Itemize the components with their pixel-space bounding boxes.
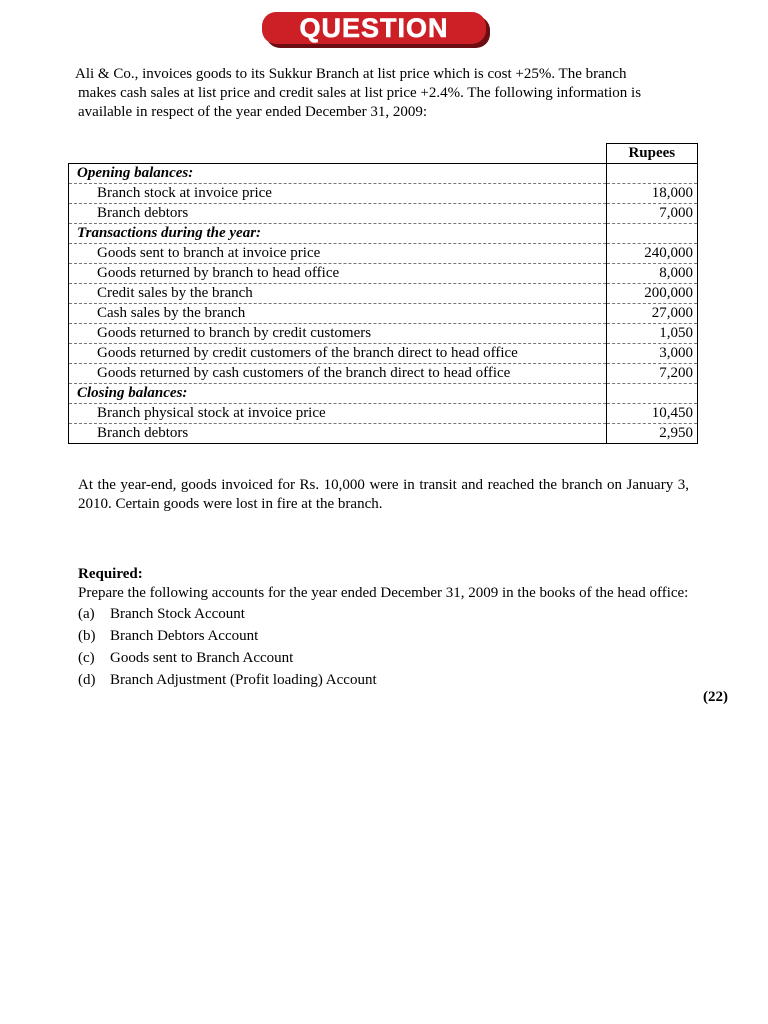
list-item-label: (c): [78, 650, 95, 666]
table-row: [69, 244, 698, 264]
table-row: [69, 304, 698, 324]
list-item-text: Goods sent to Branch Account: [110, 650, 294, 666]
amount-cell: [606, 224, 697, 244]
required-section: [78, 565, 689, 691]
amount-cell: 2,950: [606, 424, 697, 444]
branch-data-table: [68, 143, 698, 444]
intro-line-1: Ali & Co., invoices goods to its Sukkur Branch at list price which is cost +25%. The branch: [75, 66, 627, 82]
intro-paragraph: [75, 65, 695, 122]
table-header-row: [69, 144, 698, 164]
table-row: [69, 184, 698, 204]
section-heading-cell: Opening balances:: [69, 164, 607, 184]
amount-cell: 10,450: [606, 404, 697, 424]
item-label-cell: Branch debtors: [69, 204, 607, 224]
item-label-cell: Goods returned to branch by credit customers: [69, 324, 607, 344]
table-row: [69, 344, 698, 364]
question-banner: [262, 12, 490, 48]
amount-cell: 3,000: [606, 344, 697, 364]
item-label-cell: Branch debtors: [69, 424, 607, 444]
table-row: [69, 424, 698, 444]
marks-label: (22): [703, 689, 728, 705]
table-row: [69, 284, 698, 304]
question-banner-graphic: [262, 12, 490, 48]
item-label-cell: Branch physical stock at invoice price: [69, 404, 607, 424]
amount-cell: 7,000: [606, 204, 697, 224]
amount-cell: 27,000: [606, 304, 697, 324]
item-label-cell: Goods returned by cash customers of the branch direct to head office: [69, 364, 607, 384]
intro-line-3: available in respect of the year ended December 31, 2009:: [78, 104, 428, 120]
transit-note: At the year-end, goods invoiced for Rs. 10,000 were in transit and reached the branch on January 3, 2010. Certain goods were lost in fire at the branch.: [78, 477, 689, 512]
question-banner-text: QUESTION: [299, 13, 449, 43]
table-row: [69, 204, 698, 224]
amount-cell: [606, 384, 697, 404]
list-item-label: (b): [78, 628, 96, 644]
rupees-header: Rupees: [606, 144, 697, 164]
item-label-cell: Goods returned by branch to head office: [69, 264, 607, 284]
list-item: [78, 603, 689, 625]
required-text: Prepare the following accounts for the year ended December 31, 2009 in the books of the head office:: [78, 585, 689, 601]
list-item: [78, 647, 689, 669]
table-row: [69, 364, 698, 384]
list-item-label: (d): [78, 672, 96, 688]
table-row: [69, 324, 698, 344]
item-label-cell: Cash sales by the branch: [69, 304, 607, 324]
amount-cell: 18,000: [606, 184, 697, 204]
amount-cell: 240,000: [606, 244, 697, 264]
item-label-cell: Goods sent to branch at invoice price: [69, 244, 607, 264]
table-row: [69, 404, 698, 424]
table-row: [69, 224, 698, 244]
list-item-label: (a): [78, 606, 95, 622]
list-item-text: Branch Debtors Account: [110, 628, 259, 644]
amount-cell: 7,200: [606, 364, 697, 384]
header-blank-cell: [69, 144, 607, 164]
amount-cell: 200,000: [606, 284, 697, 304]
table-row: [69, 164, 698, 184]
intro-line-2: makes cash sales at list price and credit sales at list price +2.4%. The following information is: [78, 85, 642, 101]
required-list: [78, 603, 689, 691]
amount-cell: 1,050: [606, 324, 697, 344]
section-heading-cell: Transactions during the year:: [69, 224, 607, 244]
table-row: [69, 264, 698, 284]
list-item: [78, 669, 689, 691]
section-heading-cell: Closing balances:: [69, 384, 607, 404]
list-item: [78, 625, 689, 647]
required-heading: Required:: [78, 566, 143, 582]
list-item-text: Branch Stock Account: [110, 606, 245, 622]
table-row: [69, 384, 698, 404]
item-label-cell: Goods returned by credit customers of the branch direct to head office: [69, 344, 607, 364]
item-label-cell: Credit sales by the branch: [69, 284, 607, 304]
item-label-cell: Branch stock at invoice price: [69, 184, 607, 204]
amount-cell: 8,000: [606, 264, 697, 284]
list-item-text: Branch Adjustment (Profit loading) Account: [110, 672, 377, 688]
amount-cell: [606, 164, 697, 184]
